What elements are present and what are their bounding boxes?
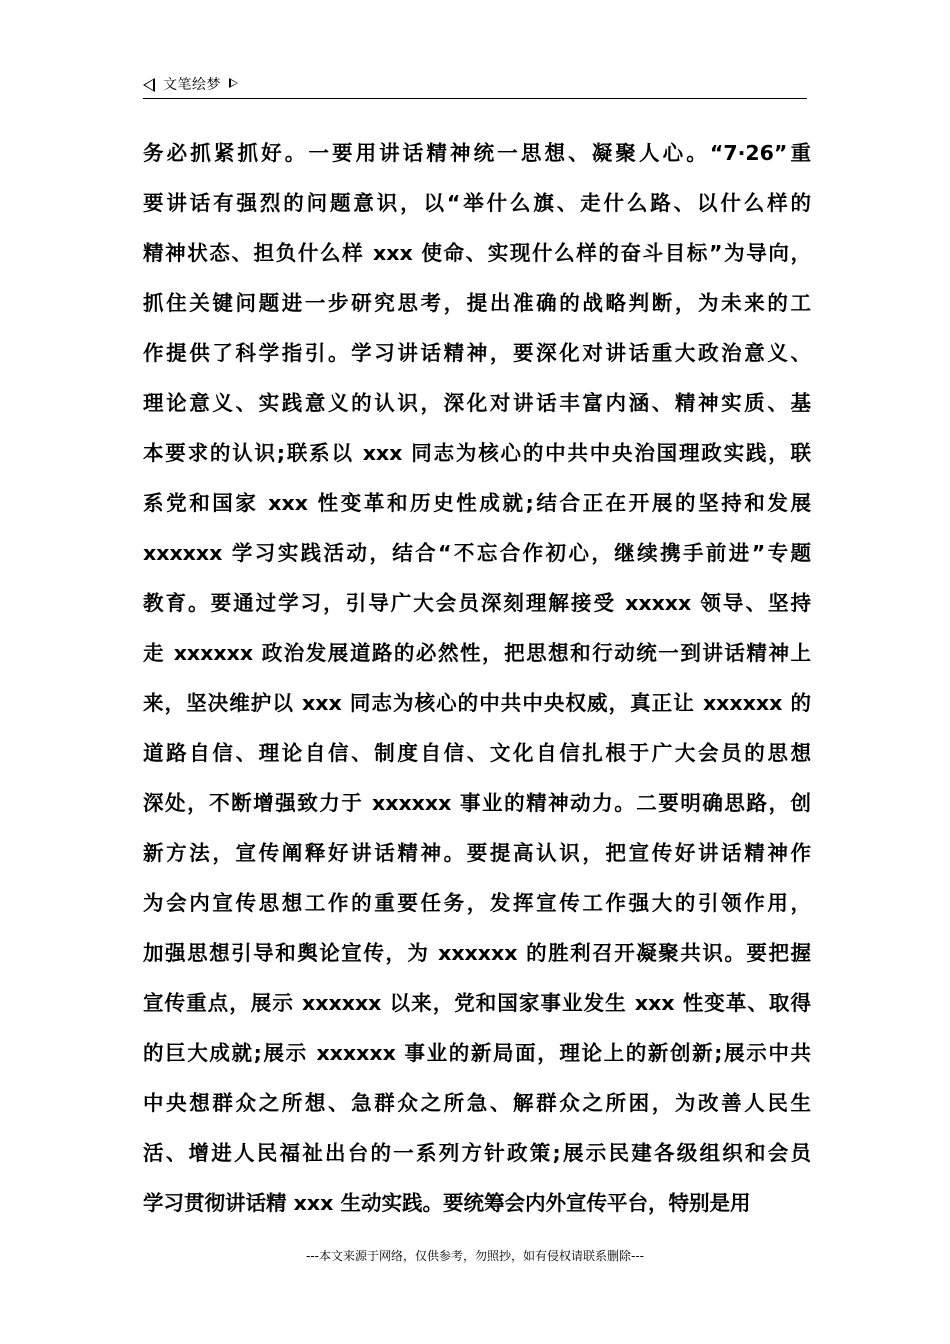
paragraph-line: 精神状态、担负什么样 xxx 使命、实现什么样的奋斗目标”为导向， — [143, 241, 811, 265]
paragraph-line: 新方法，宣传阐释好讲话精神。要提高认识，把宣传好讲话精神作 — [143, 841, 811, 865]
paragraph-line: 深处，不断增强致力于 xxxxxx 事业的精神动力。二要明确思路，创 — [143, 791, 811, 815]
triangle-left-icon — [143, 78, 155, 92]
paragraph-line: 务必抓紧抓好。一要用讲话精神统一思想、凝聚人心。“7·26”重 — [143, 141, 811, 165]
paragraph-line: 走 xxxxxx 政治发展道路的必然性，把思想和行动统一到讲话精神上 — [143, 641, 811, 665]
paragraph-line: 系党和国家 xxx 性变革和历史性成就;结合正在开展的坚持和发展 — [143, 491, 811, 515]
page-header — [143, 72, 807, 99]
triangle-right-icon — [229, 78, 238, 88]
paragraph-line: 的巨大成就;展示 xxxxxx 事业的新局面，理论上的新创新;展示中共 — [143, 1041, 811, 1065]
paragraph-line: 中央想群众之所想、急群众之所急、解群众之所困，为改善人民生 — [143, 1091, 811, 1115]
paragraph-line: xxxxxx 学习实践活动，结合“不忘合作初心，继续携手前进”专题 — [143, 541, 811, 565]
paragraph-line: 活、增进人民福祉出台的一系列方针政策;展示民建各级组织和会员 — [143, 1141, 811, 1165]
paragraph-line: 抓住关键问题进一步研究思考，提出准确的战略判断，为未来的工 — [143, 291, 811, 315]
header-brand: 文笔绘梦 — [163, 77, 221, 93]
paragraph-line: 宣传重点，展示 xxxxxx 以来，党和国家事业发生 xxx 性变革、取得 — [143, 991, 811, 1015]
paragraph-line: 教育。要通过学习，引导广大会员深刻理解接受 xxxxx 领导、坚持 — [143, 591, 811, 615]
paragraph-line: 要讲话有强烈的问题意识，以“举什么旗、走什么路、以什么样的 — [143, 191, 811, 215]
footer-notice: ---本文来源于网络，仅供参考，勿照抄，如有侵权请联系删除--- — [306, 1249, 644, 1263]
paragraph-line: 道路自信、理论自信、制度自信、文化自信扎根于广大会员的思想 — [143, 741, 811, 765]
body-text — [143, 128, 811, 1228]
paragraph-line: 加强思想引导和舆论宣传，为 xxxxxx 的胜利召开凝聚共识。要把握 — [143, 941, 811, 965]
paragraph-line: 学习贯彻讲话精 xxx 生动实践。要统筹会内外宣传平台，特别是用 — [143, 1191, 751, 1215]
paragraph-line: 为会内宣传思想工作的重要任务，发挥宣传工作强大的引领作用， — [143, 891, 811, 915]
paragraph-line: 理论意义、实践意义的认识，深化对讲话丰富内涵、精神实质、基 — [143, 391, 811, 415]
paragraph-line: 本要求的认识;联系以 xxx 同志为核心的中共中央治国理政实践，联 — [143, 441, 811, 465]
paragraph-line: 来，坚决维护以 xxx 同志为核心的中共中央权威，真正让 xxxxxx 的 — [143, 691, 811, 715]
paragraph-line: 作提供了科学指引。学习讲话精神，要深化对讲话重大政治意义、 — [143, 341, 811, 365]
